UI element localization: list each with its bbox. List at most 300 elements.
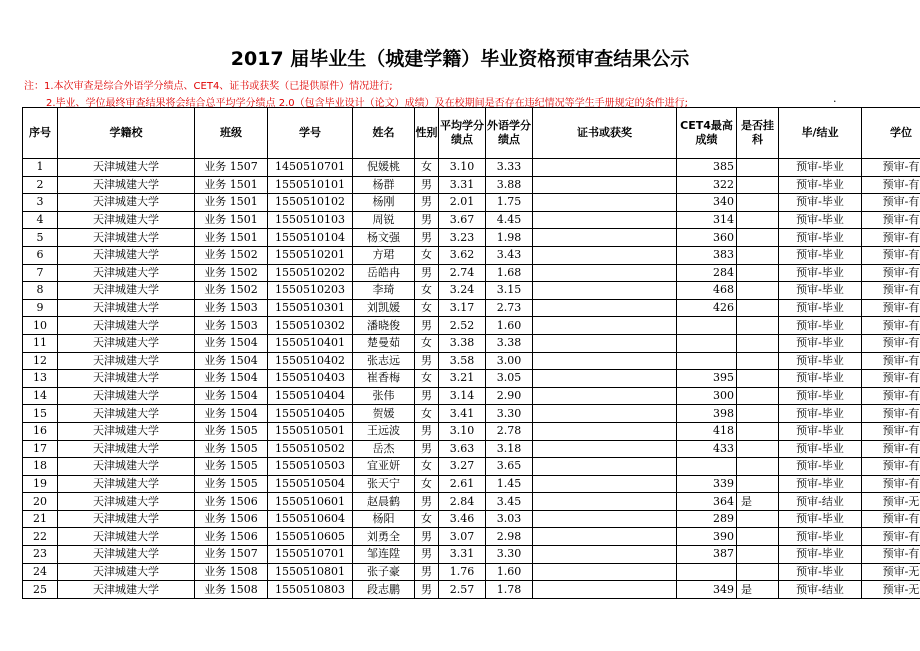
cell-class: 业务 1506 <box>195 528 268 546</box>
cell-english-gpa: 3.03 <box>486 510 533 528</box>
cell-graduation: 预审-结业 <box>779 493 862 511</box>
cell-gender: 女 <box>415 246 439 264</box>
cell-school: 天津城建大学 <box>58 563 195 581</box>
cell-name: 杨阳 <box>353 510 415 528</box>
table-row <box>23 510 920 528</box>
cell-degree: 预审-有 <box>862 159 920 177</box>
cell-graduation: 预审-毕业 <box>779 458 862 476</box>
cell-cet4: 284 <box>677 264 737 282</box>
header-student-id: 学号 <box>268 108 353 159</box>
cell-gender: 女 <box>415 510 439 528</box>
cell-gpa: 3.10 <box>439 422 486 440</box>
cell-degree: 预审-有 <box>862 387 920 405</box>
cell-failed <box>737 563 779 581</box>
cell-failed <box>737 387 779 405</box>
cell-gender: 男 <box>415 440 439 458</box>
cell-seq: 23 <box>23 546 58 564</box>
cell-school: 天津城建大学 <box>58 405 195 423</box>
cell-certificate <box>533 458 677 476</box>
cell-school: 天津城建大学 <box>58 493 195 511</box>
cell-class: 业务 1501 <box>195 229 268 247</box>
header-gpa: 平均学分绩点 <box>439 108 486 159</box>
cell-graduation: 预审-毕业 <box>779 422 862 440</box>
cell-name: 杨文强 <box>353 229 415 247</box>
table-row <box>23 546 920 564</box>
cell-student-id: 1550510405 <box>268 405 353 423</box>
page-title: 2017 届毕业生（城建学籍）毕业资格预审查结果公示 <box>230 48 690 70</box>
table-row <box>23 264 920 282</box>
cell-student-id: 1550510202 <box>268 264 353 282</box>
cell-certificate <box>533 510 677 528</box>
cell-student-id: 1550510102 <box>268 194 353 212</box>
cell-failed <box>737 159 779 177</box>
cell-cet4: 418 <box>677 422 737 440</box>
cell-cet4: 398 <box>677 405 737 423</box>
results-table <box>22 107 920 599</box>
cell-seq: 2 <box>23 176 58 194</box>
cell-degree: 预审-有 <box>862 528 920 546</box>
cell-cet4: 289 <box>677 510 737 528</box>
cell-certificate <box>533 493 677 511</box>
cell-failed <box>737 246 779 264</box>
cell-gpa: 3.41 <box>439 405 486 423</box>
cell-cet4: 360 <box>677 229 737 247</box>
cell-certificate <box>533 211 677 229</box>
header-class: 班级 <box>195 108 268 159</box>
cell-school: 天津城建大学 <box>58 440 195 458</box>
cell-degree: 预审-有 <box>862 317 920 335</box>
cell-graduation: 预审-毕业 <box>779 334 862 352</box>
cell-cet4: 387 <box>677 546 737 564</box>
cell-certificate <box>533 282 677 300</box>
cell-english-gpa: 3.88 <box>486 176 533 194</box>
cell-school: 天津城建大学 <box>58 264 195 282</box>
cell-school: 天津城建大学 <box>58 282 195 300</box>
cell-gpa: 2.84 <box>439 493 486 511</box>
cell-graduation: 预审-毕业 <box>779 317 862 335</box>
cell-class: 业务 1502 <box>195 246 268 264</box>
cell-degree: 预审-有 <box>862 546 920 564</box>
cell-certificate <box>533 370 677 388</box>
cell-seq: 18 <box>23 458 58 476</box>
cell-gender: 男 <box>415 387 439 405</box>
cell-student-id: 1550510503 <box>268 458 353 476</box>
cell-degree: 预审-无 <box>862 581 920 599</box>
cell-failed <box>737 299 779 317</box>
cell-seq: 7 <box>23 264 58 282</box>
cell-cet4: 300 <box>677 387 737 405</box>
cell-student-id: 1550510501 <box>268 422 353 440</box>
cell-gpa: 3.14 <box>439 387 486 405</box>
cell-name: 杨群 <box>353 176 415 194</box>
cell-english-gpa: 3.65 <box>486 458 533 476</box>
cell-name: 张志远 <box>353 352 415 370</box>
cell-failed <box>737 510 779 528</box>
cell-english-gpa: 1.60 <box>486 563 533 581</box>
cell-graduation: 预审-毕业 <box>779 370 862 388</box>
cell-english-gpa: 3.33 <box>486 159 533 177</box>
cell-english-gpa: 3.15 <box>486 282 533 300</box>
cell-english-gpa: 3.45 <box>486 493 533 511</box>
cell-gpa: 2.74 <box>439 264 486 282</box>
table-row <box>23 387 920 405</box>
cell-graduation: 预审-毕业 <box>779 229 862 247</box>
cell-name: 张子豪 <box>353 563 415 581</box>
cell-cet4: 339 <box>677 475 737 493</box>
cell-gpa: 3.24 <box>439 282 486 300</box>
cell-gender: 女 <box>415 282 439 300</box>
cell-class: 业务 1505 <box>195 422 268 440</box>
cell-gpa: 3.63 <box>439 440 486 458</box>
cell-student-id: 1550510302 <box>268 317 353 335</box>
cell-degree: 预审-有 <box>862 510 920 528</box>
header-degree: 学位 <box>862 108 920 159</box>
cell-certificate <box>533 264 677 282</box>
cell-class: 业务 1504 <box>195 334 268 352</box>
cell-gpa: 3.31 <box>439 176 486 194</box>
cell-school: 天津城建大学 <box>58 211 195 229</box>
header-english-gpa: 外语学分绩点 <box>486 108 533 159</box>
cell-school: 天津城建大学 <box>58 475 195 493</box>
cell-gender: 男 <box>415 581 439 599</box>
header-gender: 性别 <box>415 108 439 159</box>
cell-failed <box>737 211 779 229</box>
cell-seq: 15 <box>23 405 58 423</box>
cell-failed <box>737 317 779 335</box>
cell-certificate <box>533 299 677 317</box>
table-row <box>23 493 920 511</box>
cell-failed <box>737 334 779 352</box>
cell-gpa: 3.23 <box>439 229 486 247</box>
cell-school: 天津城建大学 <box>58 229 195 247</box>
cell-graduation: 预审-毕业 <box>779 246 862 264</box>
cell-class: 业务 1501 <box>195 194 268 212</box>
cell-degree: 预审-有 <box>862 440 920 458</box>
cell-school: 天津城建大学 <box>58 546 195 564</box>
cell-cet4: 364 <box>677 493 737 511</box>
cell-class: 业务 1501 <box>195 211 268 229</box>
cell-failed <box>737 405 779 423</box>
cell-certificate <box>533 229 677 247</box>
cell-class: 业务 1502 <box>195 282 268 300</box>
cell-seq: 17 <box>23 440 58 458</box>
cell-english-gpa: 4.45 <box>486 211 533 229</box>
cell-student-id: 1550510101 <box>268 176 353 194</box>
cell-student-id: 1550510104 <box>268 229 353 247</box>
cell-degree: 预审-有 <box>862 334 920 352</box>
cell-certificate <box>533 405 677 423</box>
cell-degree: 预审-有 <box>862 405 920 423</box>
cell-failed <box>737 440 779 458</box>
cell-english-gpa: 1.75 <box>486 194 533 212</box>
cell-seq: 14 <box>23 387 58 405</box>
cell-gender: 男 <box>415 176 439 194</box>
cell-gender: 男 <box>415 317 439 335</box>
cell-graduation: 预审-毕业 <box>779 563 862 581</box>
cell-class: 业务 1504 <box>195 405 268 423</box>
cell-school: 天津城建大学 <box>58 334 195 352</box>
cell-gpa: 3.58 <box>439 352 486 370</box>
cell-gender: 女 <box>415 370 439 388</box>
cell-english-gpa: 1.45 <box>486 475 533 493</box>
cell-student-id: 1550510502 <box>268 440 353 458</box>
cell-school: 天津城建大学 <box>58 458 195 476</box>
cell-name: 张伟 <box>353 387 415 405</box>
cell-gender: 男 <box>415 229 439 247</box>
cell-student-id: 1550510601 <box>268 493 353 511</box>
cell-seq: 21 <box>23 510 58 528</box>
cell-degree: 预审-有 <box>862 370 920 388</box>
table-row <box>23 282 920 300</box>
cell-seq: 10 <box>23 317 58 335</box>
cell-school: 天津城建大学 <box>58 176 195 194</box>
cell-seq: 22 <box>23 528 58 546</box>
cell-student-id: 1450510701 <box>268 159 353 177</box>
cell-school: 天津城建大学 <box>58 510 195 528</box>
cell-school: 天津城建大学 <box>58 246 195 264</box>
cell-seq: 1 <box>23 159 58 177</box>
cell-seq: 20 <box>23 493 58 511</box>
cell-certificate <box>533 317 677 335</box>
cell-student-id: 1550510404 <box>268 387 353 405</box>
cell-cet4: 390 <box>677 528 737 546</box>
cell-gender: 女 <box>415 159 439 177</box>
cell-certificate <box>533 246 677 264</box>
cell-seq: 4 <box>23 211 58 229</box>
cell-cet4 <box>677 352 737 370</box>
cell-gender: 女 <box>415 458 439 476</box>
table-row <box>23 475 920 493</box>
cell-graduation: 预审-毕业 <box>779 405 862 423</box>
cell-name: 段志鹏 <box>353 581 415 599</box>
cell-english-gpa: 2.98 <box>486 528 533 546</box>
cell-failed: 是 <box>737 581 779 599</box>
header-cet4: CET4最高成绩 <box>677 108 737 159</box>
cell-class: 业务 1508 <box>195 581 268 599</box>
cell-class: 业务 1506 <box>195 510 268 528</box>
cell-cet4: 340 <box>677 194 737 212</box>
cell-student-id: 1550510504 <box>268 475 353 493</box>
cell-english-gpa: 3.30 <box>486 405 533 423</box>
header-school: 学籍校 <box>58 108 195 159</box>
table-row <box>23 159 920 177</box>
cell-school: 天津城建大学 <box>58 352 195 370</box>
cell-gender: 男 <box>415 422 439 440</box>
cell-gender: 男 <box>415 264 439 282</box>
cell-seq: 25 <box>23 581 58 599</box>
cell-name: 王远波 <box>353 422 415 440</box>
cell-english-gpa: 3.43 <box>486 246 533 264</box>
cell-gpa: 2.01 <box>439 194 486 212</box>
cell-cet4: 349 <box>677 581 737 599</box>
table-row <box>23 370 920 388</box>
cell-name: 杨刚 <box>353 194 415 212</box>
cell-gpa: 3.17 <box>439 299 486 317</box>
cell-seq: 12 <box>23 352 58 370</box>
cell-gender: 女 <box>415 334 439 352</box>
cell-gender: 男 <box>415 194 439 212</box>
header-graduation: 毕/结业 <box>779 108 862 159</box>
cell-student-id: 1550510203 <box>268 282 353 300</box>
cell-name: 倪媛桃 <box>353 159 415 177</box>
cell-class: 业务 1507 <box>195 546 268 564</box>
cell-gpa: 3.10 <box>439 159 486 177</box>
cell-english-gpa: 3.00 <box>486 352 533 370</box>
cell-certificate <box>533 422 677 440</box>
cell-certificate <box>533 563 677 581</box>
cell-failed <box>737 475 779 493</box>
cell-student-id: 1550510803 <box>268 581 353 599</box>
cell-gpa: 2.57 <box>439 581 486 599</box>
cell-class: 业务 1504 <box>195 370 268 388</box>
cell-student-id: 1550510605 <box>268 528 353 546</box>
cell-certificate <box>533 159 677 177</box>
table-row <box>23 317 920 335</box>
cell-student-id: 1550510301 <box>268 299 353 317</box>
cell-cet4: 322 <box>677 176 737 194</box>
cell-class: 业务 1508 <box>195 563 268 581</box>
cell-gpa: 3.31 <box>439 546 486 564</box>
table-row <box>23 334 920 352</box>
table-row <box>23 229 920 247</box>
table-row <box>23 458 920 476</box>
cell-graduation: 预审-毕业 <box>779 159 862 177</box>
cell-english-gpa: 1.60 <box>486 317 533 335</box>
cell-english-gpa: 3.38 <box>486 334 533 352</box>
cell-class: 业务 1505 <box>195 440 268 458</box>
cell-graduation: 预审-毕业 <box>779 546 862 564</box>
cell-name: 刘勇全 <box>353 528 415 546</box>
cell-name: 赵晨鹤 <box>353 493 415 511</box>
cell-gpa: 2.52 <box>439 317 486 335</box>
note-line-2: 2.毕业、学位最终审查结果将会结合总平均学分绩点 2.0（包含毕业设计（论文）成绩）及在校期间是否存在违纪情况等学生手册规定的条件进行; <box>46 98 688 109</box>
cell-failed <box>737 176 779 194</box>
cell-gpa: 3.67 <box>439 211 486 229</box>
cell-degree: 预审-有 <box>862 211 920 229</box>
table-row <box>23 528 920 546</box>
cell-graduation: 预审-毕业 <box>779 387 862 405</box>
cell-certificate <box>533 387 677 405</box>
cell-school: 天津城建大学 <box>58 194 195 212</box>
header-name: 姓名 <box>353 108 415 159</box>
cell-cet4: 426 <box>677 299 737 317</box>
cell-gender: 女 <box>415 405 439 423</box>
cell-english-gpa: 3.30 <box>486 546 533 564</box>
trailing-dot: . <box>833 92 837 105</box>
cell-failed <box>737 528 779 546</box>
cell-name: 方珺 <box>353 246 415 264</box>
cell-gender: 男 <box>415 352 439 370</box>
cell-gender: 男 <box>415 211 439 229</box>
cell-name: 邹连陞 <box>353 546 415 564</box>
header-certificate: 证书或获奖 <box>533 108 677 159</box>
cell-gender: 男 <box>415 493 439 511</box>
table-row <box>23 440 920 458</box>
table-row <box>23 194 920 212</box>
cell-english-gpa: 2.78 <box>486 422 533 440</box>
cell-gender: 女 <box>415 475 439 493</box>
cell-cet4: 383 <box>677 246 737 264</box>
cell-name: 潘晓俊 <box>353 317 415 335</box>
cell-seq: 24 <box>23 563 58 581</box>
cell-certificate <box>533 352 677 370</box>
cell-class: 业务 1507 <box>195 159 268 177</box>
cell-student-id: 1550510103 <box>268 211 353 229</box>
cell-school: 天津城建大学 <box>58 528 195 546</box>
cell-cet4: 433 <box>677 440 737 458</box>
cell-gpa: 3.07 <box>439 528 486 546</box>
cell-graduation: 预审-毕业 <box>779 211 862 229</box>
cell-graduation: 预审-毕业 <box>779 299 862 317</box>
cell-english-gpa: 2.90 <box>486 387 533 405</box>
cell-gender: 女 <box>415 299 439 317</box>
cell-cet4: 314 <box>677 211 737 229</box>
cell-certificate <box>533 440 677 458</box>
cell-degree: 预审-有 <box>862 282 920 300</box>
cell-cet4 <box>677 317 737 335</box>
cell-english-gpa: 3.05 <box>486 370 533 388</box>
cell-name: 李琦 <box>353 282 415 300</box>
cell-class: 业务 1504 <box>195 352 268 370</box>
cell-degree: 预审-无 <box>862 493 920 511</box>
cell-student-id: 1550510801 <box>268 563 353 581</box>
cell-degree: 预审-有 <box>862 352 920 370</box>
cell-degree: 预审-有 <box>862 264 920 282</box>
cell-degree: 预审-有 <box>862 246 920 264</box>
cell-name: 宜亚妍 <box>353 458 415 476</box>
cell-failed: 是 <box>737 493 779 511</box>
cell-graduation: 预审-毕业 <box>779 282 862 300</box>
table-row <box>23 352 920 370</box>
cell-name: 刘凯媛 <box>353 299 415 317</box>
cell-school: 天津城建大学 <box>58 581 195 599</box>
cell-certificate <box>533 475 677 493</box>
cell-degree: 预审-有 <box>862 194 920 212</box>
note-line-1: 注：1.本次审查是综合外语学分绩点、CET4、证书或获奖（已提供原件）情况进行; <box>24 81 393 92</box>
cell-gpa: 3.46 <box>439 510 486 528</box>
cell-student-id: 1550510403 <box>268 370 353 388</box>
cell-seq: 11 <box>23 334 58 352</box>
table-row <box>23 176 920 194</box>
cell-seq: 8 <box>23 282 58 300</box>
cell-certificate <box>533 334 677 352</box>
cell-cet4: 395 <box>677 370 737 388</box>
cell-certificate <box>533 528 677 546</box>
cell-name: 岳皓冉 <box>353 264 415 282</box>
cell-gender: 男 <box>415 563 439 581</box>
cell-student-id: 1550510701 <box>268 546 353 564</box>
cell-seq: 19 <box>23 475 58 493</box>
cell-graduation: 预审-毕业 <box>779 194 862 212</box>
cell-english-gpa: 1.98 <box>486 229 533 247</box>
cell-gender: 男 <box>415 528 439 546</box>
cell-name: 楚曼茹 <box>353 334 415 352</box>
cell-seq: 16 <box>23 422 58 440</box>
cell-degree: 预审-有 <box>862 422 920 440</box>
cell-graduation: 预审-毕业 <box>779 528 862 546</box>
cell-student-id: 1550510201 <box>268 246 353 264</box>
cell-seq: 3 <box>23 194 58 212</box>
cell-certificate <box>533 194 677 212</box>
cell-seq: 5 <box>23 229 58 247</box>
cell-class: 业务 1506 <box>195 493 268 511</box>
cell-cet4 <box>677 458 737 476</box>
cell-cet4 <box>677 563 737 581</box>
cell-degree: 预审-有 <box>862 299 920 317</box>
cell-class: 业务 1504 <box>195 387 268 405</box>
cell-english-gpa: 1.68 <box>486 264 533 282</box>
cell-class: 业务 1503 <box>195 299 268 317</box>
